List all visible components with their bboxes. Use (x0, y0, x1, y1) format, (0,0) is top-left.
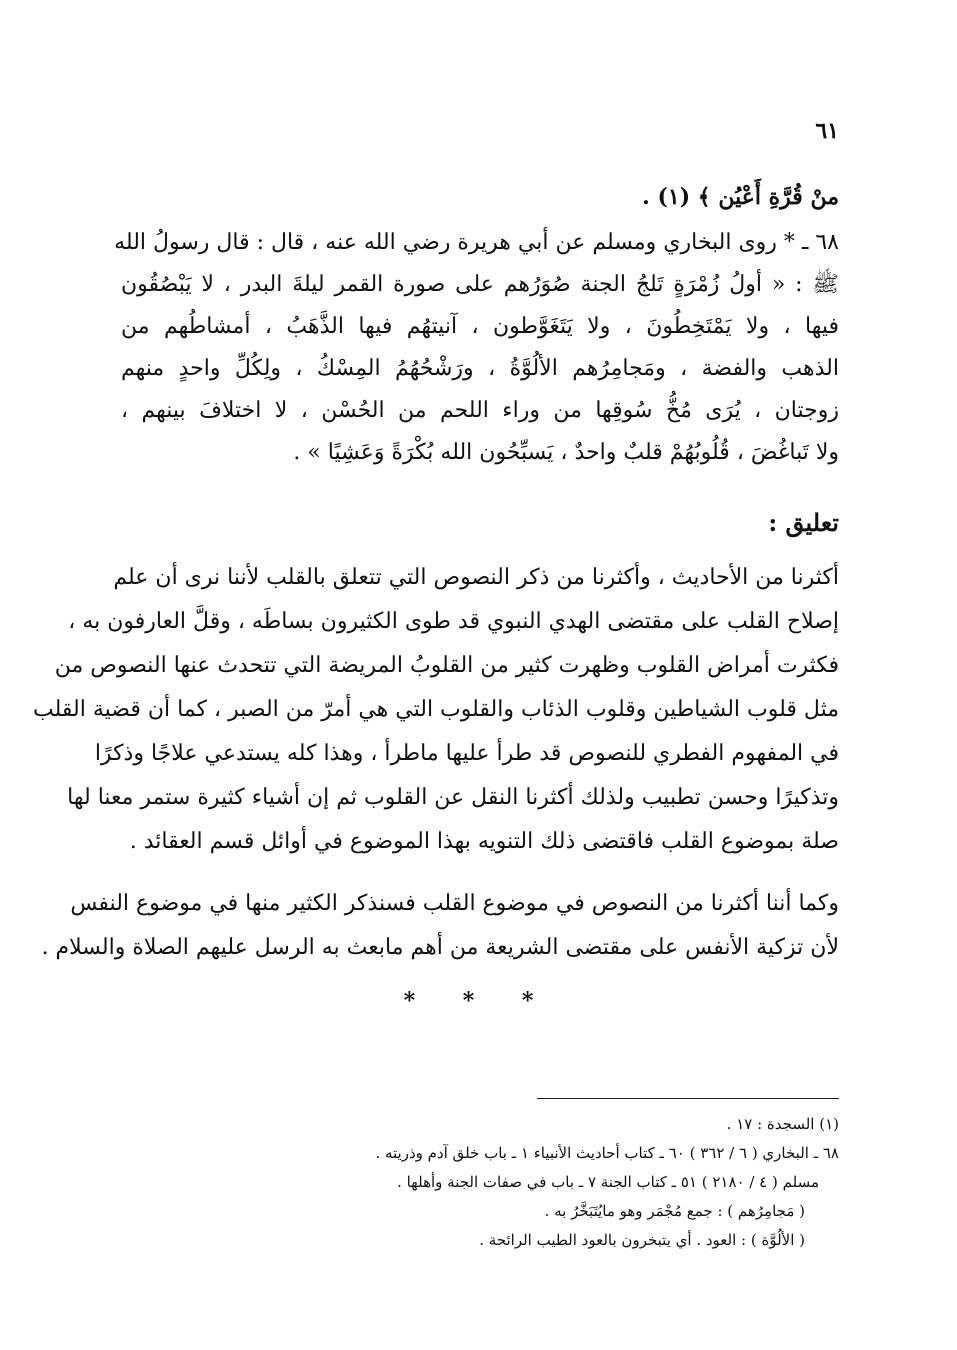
footnote-line: (١) السجدة : ١٧ . (726, 1115, 839, 1133)
footnotes (121, 1110, 839, 1255)
commentary-paragraph (33, 556, 839, 864)
hadith-line: ولا تَباغُضَ ، قُلُوبُهُمْ قلبٌ واحدٌ ، يَسبِّحُون الله بُكْرَةً وَعَشِيًا » . (293, 440, 839, 465)
footnote-separator-rule (537, 1098, 839, 1099)
hadith-line: ٦٨ ـ * روى البخاري ومسلم عن أبي هريرة رضي الله عنه ، قال : قال رسولُ الله (114, 230, 839, 255)
commentary-line: إصلاح القلب على مقتضى الهدي النبوي قد طوى الكثيرون بساطَه ، وقلَّ العارفون به ، (68, 609, 839, 634)
commentary-line: لأن تزكية الأنفس على مقتضى الشريعة من أهم مابعث به الرسل عليهم الصلاة والسلام . (41, 935, 839, 960)
commentary-line: وتذكيرًا وحسن تطبيب ولذلك أكثرنا النقل عن القلوب ثم إن أشياء كثيرة ستمر معنا لها (67, 785, 839, 810)
hadith-line: الذهب والفضة ، ومَجامِرُهم الألُوَّةُ ، ورَشْحُهُمُ المِسْكُ ، ولِكُلِّ واحدٍ منهم (121, 356, 839, 381)
commentary-line: أكثرنا من الأحاديث ، وأكثرنا من ذكر النصوص التي تتعلق بالقلب لأننا نرى أن علم (113, 565, 839, 590)
commentary-heading: تعليق : (768, 508, 839, 537)
commentary-line: صلة بموضوع القلب فاقتضى ذلك التنويه بهذا الموضوع في أوائل قسم العقائد . (129, 829, 839, 854)
hadith-line: ﷺ : « أولُ زُمْرَةٍ تَلجُ الجنة صُوَرُهم على صورة القمر ليلةَ البدر ، لا يَبْصُقُون (121, 272, 839, 297)
commentary-line: مثل قلوب الشياطين وقلوب الذئاب والقلوب التي هي أمرّ من الصبر ، كما أن قضية القلب (33, 697, 839, 722)
footnote-line: ( الألُوَّة ) : العود . أي يتبخرون بالعود الطيب الرائحة . (479, 1231, 805, 1249)
page-number: ٦١ (815, 118, 839, 144)
intro-verse-line (121, 176, 839, 218)
section-separator-stars: * * * (403, 988, 554, 1014)
commentary-line: فكثرت أمراض القلوب وظهرت كثير من القلوبُ المريضة التي تتحدث عنها النصوص من (54, 653, 839, 678)
hadith-line: زوجتان ، يُرَى مُخُّ سُوقِها من وراء اللحم من الحُسْن ، لا اختلافَ بينهم ، (121, 398, 839, 423)
footnote-line: ( مَجامِرُهم ) : جمع مُجْمَر وهو مايُتَبَخَّرُ به . (544, 1202, 805, 1220)
commentary-line: وكما أننا أكثرنا من النصوص في موضوع القلب فسنذكر الكثير منها في موضوع النفس (70, 891, 839, 916)
commentary-paragraph-2 (41, 882, 839, 970)
footnote-line: مسلم ( ٤ / ٢١٨٠ ) ٥١ ـ كتاب الجنة ٧ ـ باب في صفات الجنة وأهلها . (397, 1173, 819, 1191)
commentary-line: في المفهوم الفطري للنصوص قد طرأ عليها ماطرأ ، وهذا كله يستدعي علاجًا وذكرًا (94, 741, 839, 766)
verse-ending: منْ قُرَّةِ أَعْيُن ﴾ (١) . (642, 184, 839, 210)
hadith-paragraph (114, 222, 839, 474)
hadith-line: فيها ، ولا يَمْتَخِطُونَ ، ولا يَتَغَوَّطون ، آنيتهُم فيها الذَّهَبُ ، أمشاطُهم من (121, 314, 839, 339)
footnote-line: ٦٨ ـ البخاري ( ٦ / ٣٦٢ ) ٦٠ ـ كتاب أحاديث الأنبياء ١ ـ باب خلق آدم وذريته . (375, 1144, 839, 1162)
